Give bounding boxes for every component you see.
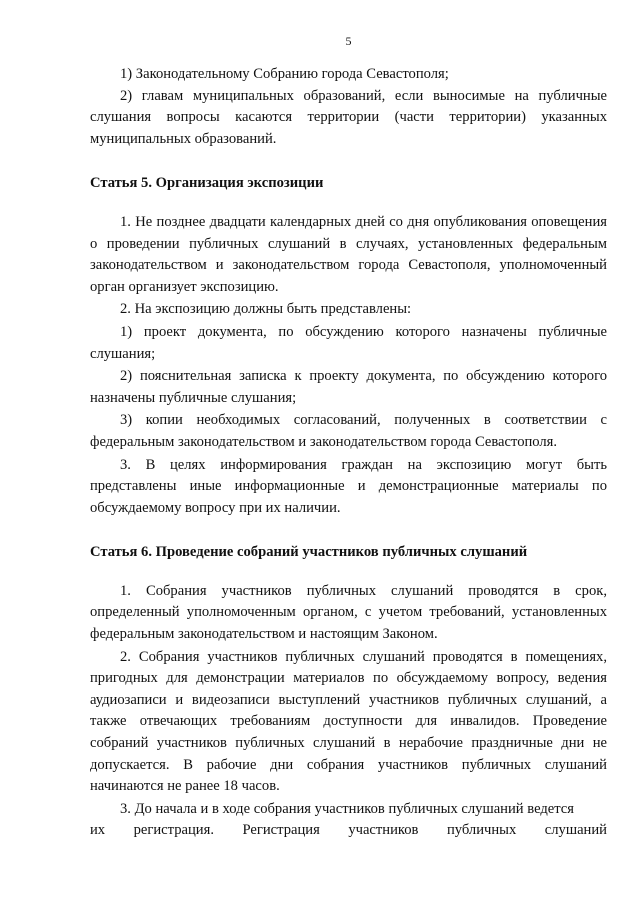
continuation-word: слушаний: [544, 822, 607, 839]
list-item-municipal-heads: 2) главам муниципальных образований, если выносимые на публичные слушания вопросы касаются территории (части территории) указанных муниципальных образований.: [90, 87, 607, 147]
continuation-word: регистрация.: [133, 822, 214, 839]
continuation-word: Регистрация: [242, 822, 320, 839]
article-5-heading: Статья 5. Организация экспозиции: [90, 175, 324, 192]
article-6-paragraph-1: 1. Собрания участников публичных слушаний проводятся в срок, определенный уполномоченным органом, с учетом требований, установленных федеральным законодательством и настоящим Законом.: [90, 582, 607, 643]
article-5-item-1: 1) проект документа, по обсуждению которого назначены публичные слушания;: [90, 323, 607, 362]
article-5-paragraph-1: 1. Не позднее двадцати календарных дней со дня опубликования оповещения о проведении публичных слушаний в случаях, установленных федеральным законодательством и законодательством города Севастополя, уполномоченный орган организует экспозицию.: [90, 213, 607, 295]
article-5-item-2: 2) пояснительная записка к проекту документа, по обсуждению которого назначены публичные слушания;: [90, 368, 607, 406]
article-5-item-3: 3) копии необходимых согласований, полученных в соответствии с федеральным законодательством и законодательством города Севастополя.: [90, 412, 607, 450]
article-6-heading: Статья 6. Проведение собраний участников публичных слушаний: [90, 544, 528, 561]
article-5-paragraph-2: 2. На экспозицию должны быть представлены:: [120, 301, 412, 318]
article-6-paragraph-2: 2. Собрания участников публичных слушаний проводятся в помещениях, пригодных для демонстрации материалов по обсуждаемому вопросу, ведения аудиозаписи и видеозаписи выступлений участников публичных слушаний, а также отвечающих требованиям доступности для инвалидов. Проведение собраний участников публичных слушаний в нерабочие праздничные дни не допускается. В рабочие дни собрания участников публичных слушаний начинаются не ранее 18 часов.: [90, 648, 607, 795]
article-6-paragraph-3-continuation: [90, 820, 607, 842]
article-5-paragraph-3: 3. В целях информирования граждан на экспозицию могут быть представлены иные информационные и демонстрационные материалы по обсуждаемому вопросу при их наличии.: [90, 456, 607, 516]
article-6-paragraph-3: 3. До начала и в ходе собрания участников публичных слушаний ведется: [120, 800, 575, 817]
page-number: 5: [345, 34, 352, 48]
continuation-word: участников: [348, 822, 419, 839]
continuation-word: публичных: [446, 822, 517, 839]
list-item-legislative-assembly: 1) Законодательному Собранию города Севастополя;: [120, 66, 449, 82]
continuation-word: их: [90, 822, 106, 839]
